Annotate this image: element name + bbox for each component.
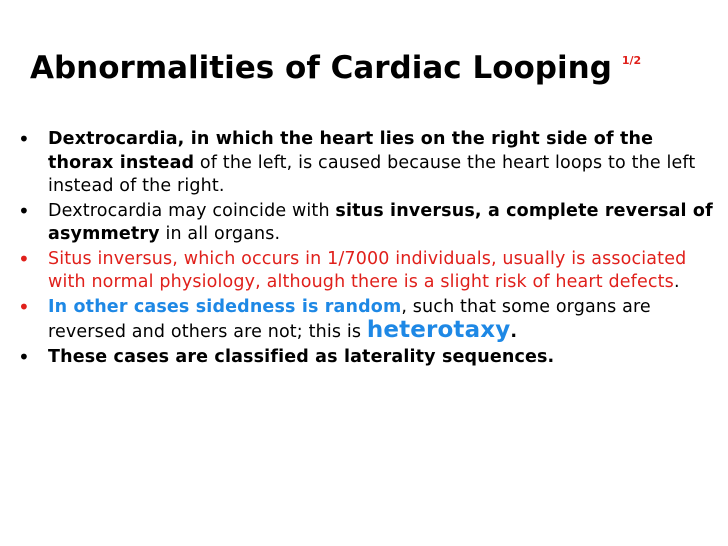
bullet-1-bold: Dextrocardia, in which the heart lies on the right side of the thorax instead: [48, 129, 654, 173]
bullet-5-bold: These cases are classified as laterality sequences.: [48, 346, 555, 367]
bullet-heterotaxy: [18, 296, 718, 345]
heterotaxy-term: heterotaxy: [366, 317, 511, 343]
bullet-dextrocardia: [18, 128, 718, 199]
bullet-4-blue-bold: In other cases sidedness is random: [48, 296, 402, 317]
bullet-2-rest: in all organs.: [159, 224, 281, 244]
bullet-list: [18, 128, 718, 370]
bullet-2-pre: Dextrocardia may coincide with: [48, 200, 336, 221]
bullet-3-text: Situs inversus, which occurs in 1/7000 individuals, usually is associated with normal physiology, although there is a slight risk of heart defects: [48, 248, 687, 292]
bullet-situs-inversus-physiology: [18, 248, 718, 295]
slide-title: [30, 50, 641, 86]
bullet-4-end: .: [510, 322, 518, 342]
bullet-1-rest: of the left, is caused because the heart loops to the left instead of the right.: [48, 152, 696, 196]
bullet-4-mid: , such that some organs are reversed and others are not; this is: [48, 296, 651, 342]
page-counter: 1/2: [621, 54, 642, 67]
bullet-laterality-sequences: [18, 346, 718, 370]
bullet-2-bold: situs inversus, a complete reversal of asymmetry: [48, 200, 713, 244]
slide-title-text: Abnormalities of Cardiac Looping: [30, 50, 612, 86]
bullet-situs-inversus-coincide: [18, 200, 718, 247]
bullet-3-end: .: [673, 272, 680, 292]
